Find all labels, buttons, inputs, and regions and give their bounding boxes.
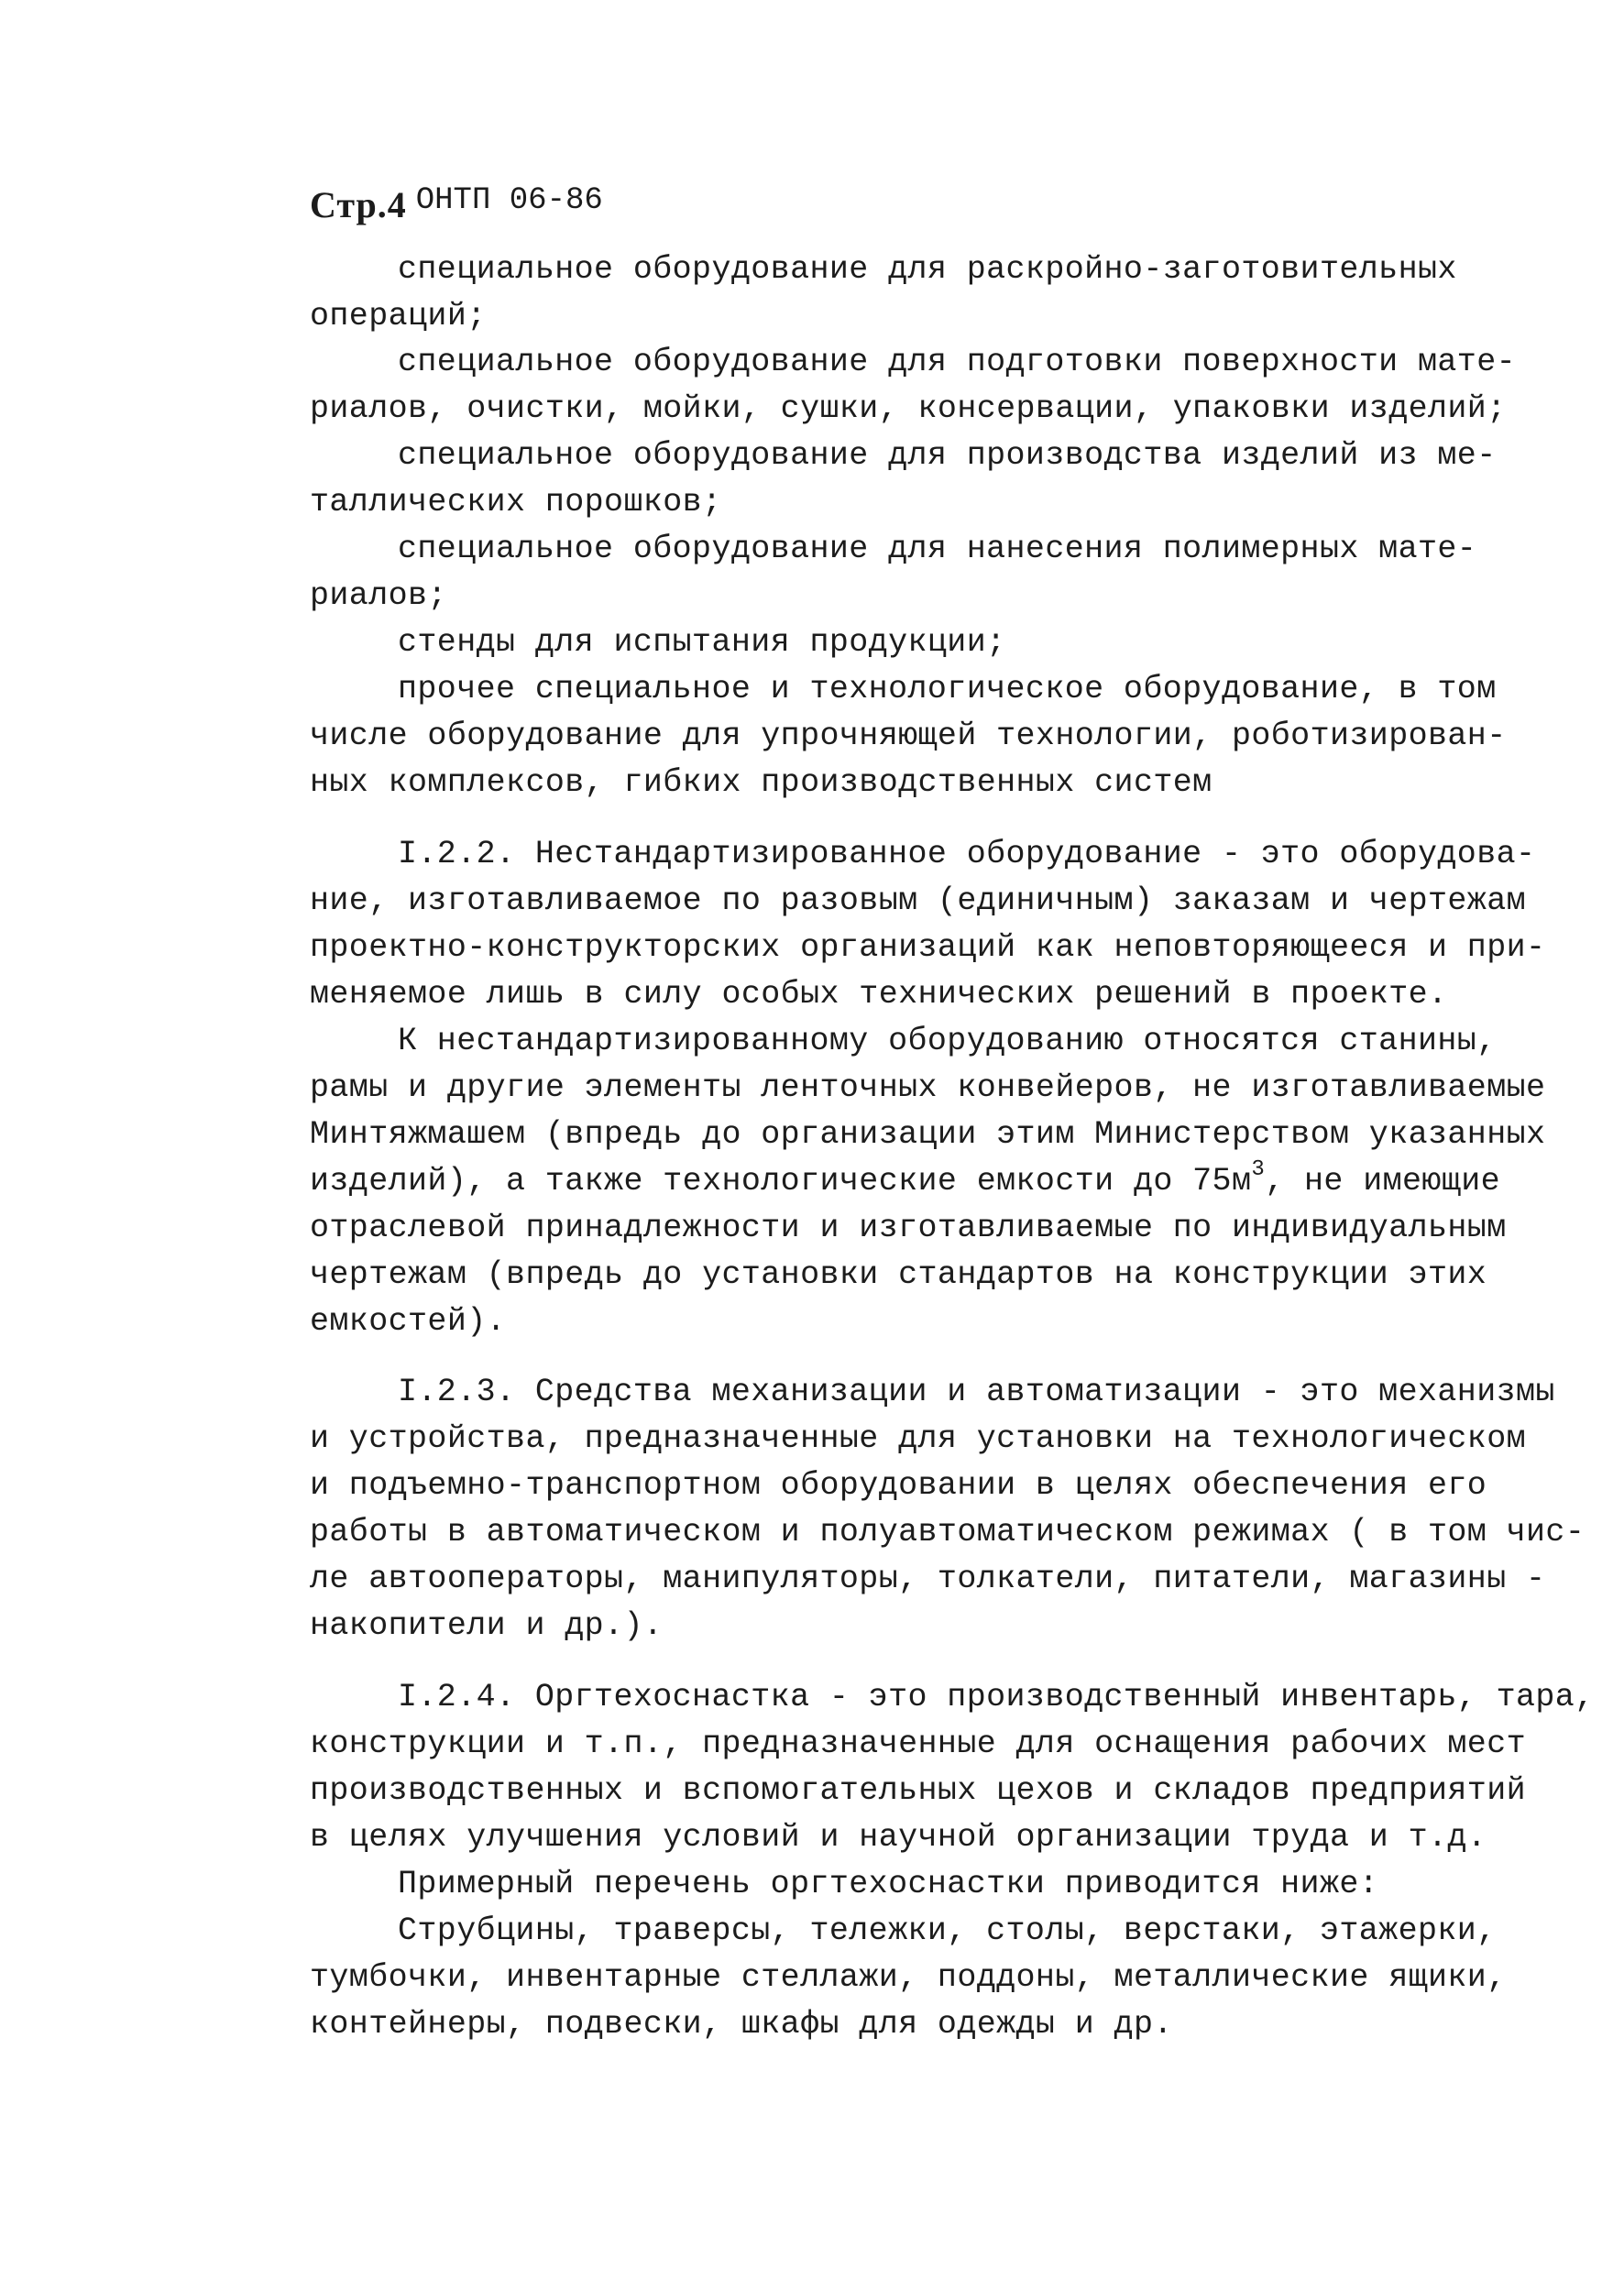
text-line [310,1157,1501,1205]
section-heading-1-2-3: I.2.3. Средства механизации и автоматизации - это механизмы [398,1374,1555,1410]
text-line: таллических порошков; [310,484,722,520]
text-line: ле автооператоры, манипуляторы, толкатели, питатели, магазины - [310,1561,1546,1597]
text-line: рамы и другие элементы ленточных конвейеров, не изготавливаемые [310,1069,1546,1106]
text-line: Примерный перечень оргтехоснастки приводится ниже: [398,1866,1379,1902]
text-line: Минтяжмашем (впредь до организации этим Министерством указанных [310,1116,1546,1153]
text-line: емкостей). [310,1303,507,1340]
text-line: специальное оборудование для раскройно-заготовительных [398,251,1457,288]
text-line: специальное оборудование для подготовки поверхности мате- [398,344,1516,380]
page-number-label: Стр.4 [310,184,407,225]
superscript-cubic: 3 [1251,1157,1266,1182]
text-line: Струбцины, траверсы, тележки, столы, верстаки, этажерки, [398,1912,1497,1949]
text-fragment: изделий), а также технологические емкости до 75м [310,1163,1252,1200]
text-line: специальное оборудование для производства изделий из ме- [398,437,1497,474]
text-line: меняемое лишь в силу особых технических решений в проекте. [310,976,1448,1013]
text-line: работы в автоматическом и полуавтоматическом режимах ( в том чис- [310,1514,1586,1550]
document-code: ОНТП 06-86 [415,183,603,218]
text-line: в целях улучшения условий и научной организации труда и т.д. [310,1819,1487,1856]
text-line: К нестандартизированному оборудованию относятся станины, [398,1023,1497,1059]
text-line: отраслевой принадлежности и изготавливаемые по индивидуальным [310,1210,1507,1246]
text-line: и подъемно-транспортном оборудовании в целях обеспечения его [310,1467,1487,1504]
text-line: чертежам (впредь до установки стандартов на конструкции этих [310,1256,1487,1293]
text-line: конструкции и т.п., предназначенные для оснащения рабочих мест [310,1726,1527,1762]
text-line: числе оборудование для упрочняющей технологии, роботизирован- [310,718,1507,754]
text-line: производственных и вспомогательных цехов и складов предприятий [310,1772,1527,1809]
text-line: операций; [310,298,487,334]
text-line: проектно-конструкторских организаций как неповторяющееся и при- [310,929,1546,966]
section-heading-1-2-2: I.2.2. Нестандартизированное оборудование - это оборудова- [398,836,1536,872]
page-header [310,183,603,227]
section-heading-1-2-4: I.2.4. Оргтехоснастка - это производственный инвентарь, тара, [398,1679,1595,1715]
text-line: прочее специальное и технологическое оборудование, в том [398,671,1497,707]
text-fragment: , не имеющие [1265,1163,1501,1200]
text-line: риалов, очистки, мойки, сушки, консервации, упаковки изделий; [310,390,1507,427]
text-line: накопители и др.). [310,1607,664,1644]
text-line: и устройства, предназначенные для установки на технологическом [310,1420,1527,1457]
text-line: стенды для испытания продукции; [398,624,1006,661]
text-line: ных комплексов, гибких производственных систем [310,764,1213,801]
text-line: специальное оборудование для нанесения полимерных мате- [398,531,1477,567]
text-line: ние, изготавливаемое по разовым (единичным) заказам и чертежам [310,882,1527,919]
text-line: риалов; [310,577,447,614]
text-line: контейнеры, подвески, шкафы для одежды и др. [310,2006,1173,2043]
text-line: тумбочки, инвентарные стеллажи, поддоны, металлические ящики, [310,1959,1507,1996]
